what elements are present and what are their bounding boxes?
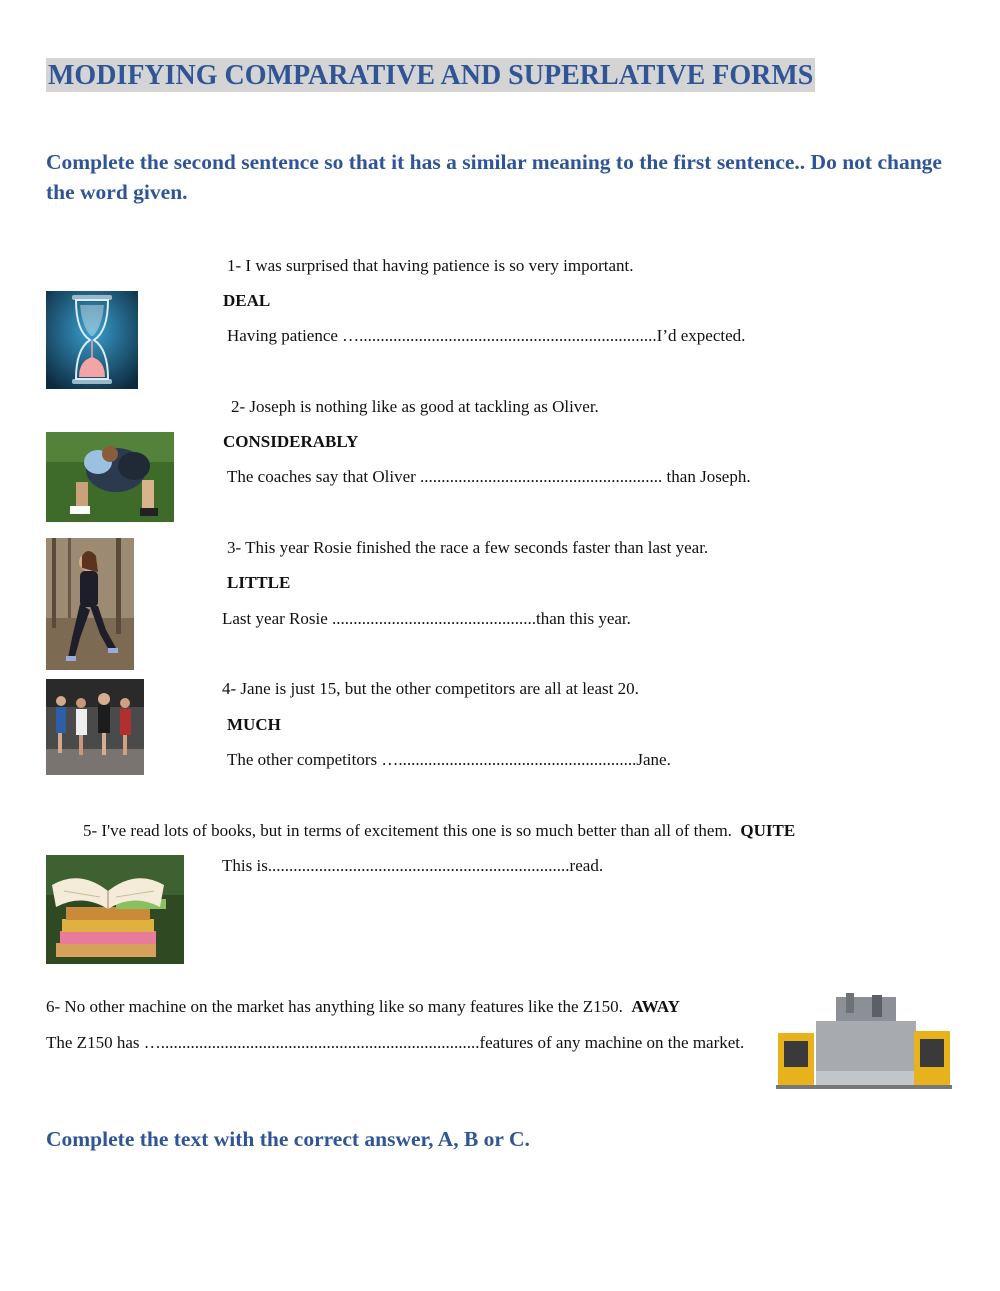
industrial-machine-image xyxy=(776,993,952,1093)
question-2-sentence: 2- Joseph is nothing like as good at tackling as Oliver. xyxy=(231,397,599,416)
question-6-sentence-text: 6- No other machine on the market has anything like so many features like the Z150. xyxy=(46,997,623,1016)
question-3-keyword: LITTLE xyxy=(227,573,291,592)
question-5-answer-line[interactable]: This is.......................................................................read. xyxy=(222,856,604,875)
instruction-heading-2: Complete the text with the correct answer, A, B or C. xyxy=(46,1127,530,1151)
books-stack-image xyxy=(46,855,184,964)
question-4-sentence: 4- Jane is just 15, but the other competitors are all at least 20. xyxy=(222,679,639,698)
question-4-answer-line[interactable]: The other competitors …........................................................Jane. xyxy=(227,750,671,769)
page-title: MODIFYING COMPARATIVE AND SUPERLATIVE FORMS xyxy=(48,60,814,91)
race-runners-image xyxy=(46,679,144,775)
question-1-keyword: DEAL xyxy=(223,291,271,310)
question-3-sentence: 3- This year Rosie finished the race a few seconds faster than last year. xyxy=(227,538,709,557)
question-2-keyword: CONSIDERABLY xyxy=(223,432,359,451)
question-4-keyword: MUCH xyxy=(227,715,281,734)
instruction-heading: Complete the second sentence so that it has a similar meaning to the first sentence.. Do not change the word given. xyxy=(46,150,942,204)
question-6-sentence xyxy=(46,997,680,1017)
question-6-keyword: AWAY xyxy=(631,997,680,1016)
question-6-answer-line[interactable]: The Z150 has …...........................................................................features of any machine on the market. xyxy=(46,1033,745,1052)
question-1-sentence: 1- I was surprised that having patience is so very important. xyxy=(227,256,634,275)
hourglass-image xyxy=(46,291,138,389)
question-5-sentence xyxy=(83,821,795,841)
question-3-answer-line[interactable]: Last year Rosie ................................................than this year. xyxy=(222,609,631,628)
rugby-tackle-image xyxy=(46,432,174,522)
question-5-sentence-text: 5- I've read lots of books, but in terms of excitement this one is so much better than all of them. xyxy=(83,821,732,840)
question-5-keyword: QUITE xyxy=(740,821,796,840)
question-2-answer-line[interactable]: The coaches say that Oliver ......................................................... than Joseph. xyxy=(227,467,751,486)
runner-woman-image xyxy=(46,538,134,670)
question-1-answer-line[interactable]: Having patience …......................................................................I’d expected. xyxy=(227,326,746,345)
